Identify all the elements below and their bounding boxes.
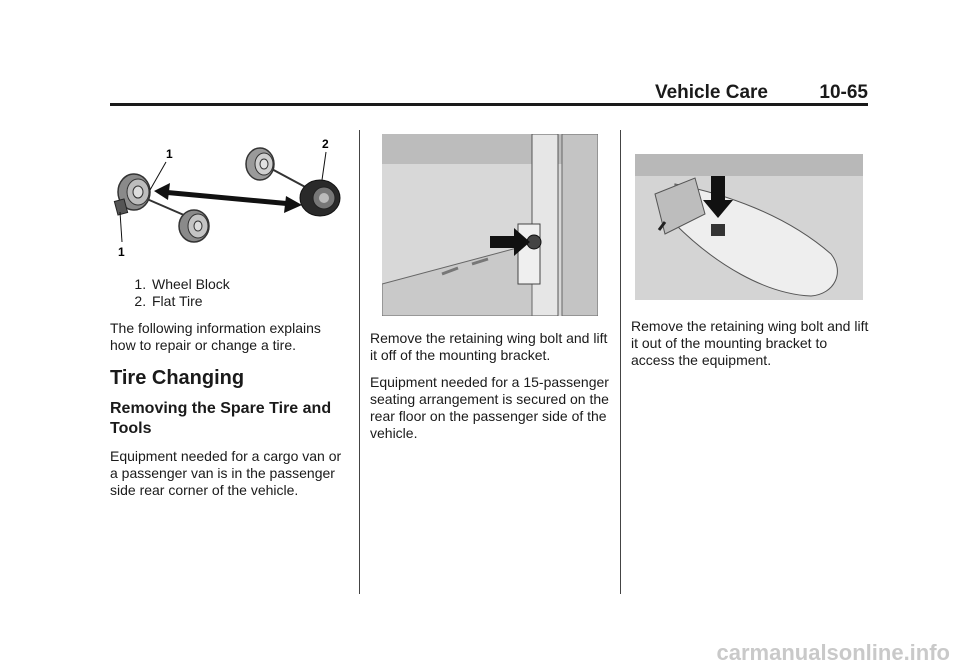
floor-equipment-figure [635, 154, 863, 300]
subsection-heading: Removing the Spare Tire and Tools [110, 400, 332, 437]
watermark: carmanualsonline.info [716, 640, 950, 665]
figure-legend [110, 276, 348, 310]
column-divider-1 [359, 130, 360, 594]
seat-edge [635, 154, 863, 176]
wing-bolt-bracket-figure [382, 134, 598, 316]
body-paragraph: Equipment needed for a cargo van or a passenger van is in the passenger side rear corner of the vehicle. [110, 448, 342, 498]
mounting-bracket [518, 224, 540, 284]
wheel-icon [179, 210, 209, 242]
body-paragraph: Remove the retaining wing bolt and lift it out of the mounting bracket to access the equipment. [631, 318, 869, 368]
callout-number: 1 [166, 147, 173, 161]
callout-number: 2 [322, 137, 329, 151]
legend-item: 1. Wheel Block [150, 276, 348, 293]
body-paragraph: Equipment needed for a 15-passenger seating arrangement is secured on the rear floor on the passenger side of the vehicle. [370, 374, 609, 441]
flat-tire-icon [300, 180, 340, 216]
callout-number: 1 [118, 245, 125, 259]
wheel-icon [246, 148, 274, 180]
section-title: Vehicle Care [654, 82, 768, 103]
column-1 [110, 134, 348, 509]
body-paragraph: Remove the retaining wing bolt and lift it off of the mounting bracket. [370, 330, 608, 363]
column-3 [631, 134, 871, 379]
body-panel [562, 134, 598, 316]
double-arrow-icon [154, 183, 302, 213]
section-heading: Tire Changing [110, 367, 245, 389]
column-2 [370, 134, 610, 452]
callout-line [322, 152, 326, 180]
column-divider-2 [620, 130, 621, 594]
page-number: 10-65 [819, 82, 868, 103]
callout-line [150, 162, 166, 190]
intro-paragraph: The following information explains how to repair or change a tire. [110, 320, 321, 353]
header-rule [110, 103, 868, 106]
wheel-block-figure [110, 134, 348, 264]
legend-item: 2. Flat Tire [150, 293, 348, 310]
wing-bolt-icon [711, 224, 725, 236]
callout-line [120, 212, 122, 242]
